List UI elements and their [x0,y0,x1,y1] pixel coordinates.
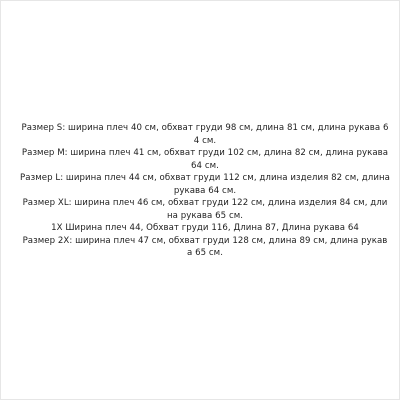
size-s-line: Размер S: ширина плеч 40 см, обхват груди 98 см, длина 81 см, длина рукава 64 см. [21,123,389,146]
size-xl-line: Размер XL: ширина плеч 46 см, обхват груди 122 см, длина изделия 84 см, длина рукава 65 см. [22,198,388,221]
size-2x-line: Размер 2X: ширина плеч 47 см, обхват груди 128 см, длина 89 см, длина рукава 65 см. [22,235,388,258]
size-l-line: Размер L: ширина плеч 44 см, обхват груди 112 см, длина изделия 82 см, длина рукава 64 см. [20,173,390,196]
size-1x-line: 1X Ширина плеч 44, Обхват груди 116, Длина 87, Длина рукава 64 [51,223,359,233]
size-m-line: Размер M: ширина плеч 41 см, обхват груди 102 см, длина 82 см, длина рукава 64 см. [21,148,389,171]
size-chart-text [20,122,390,260]
